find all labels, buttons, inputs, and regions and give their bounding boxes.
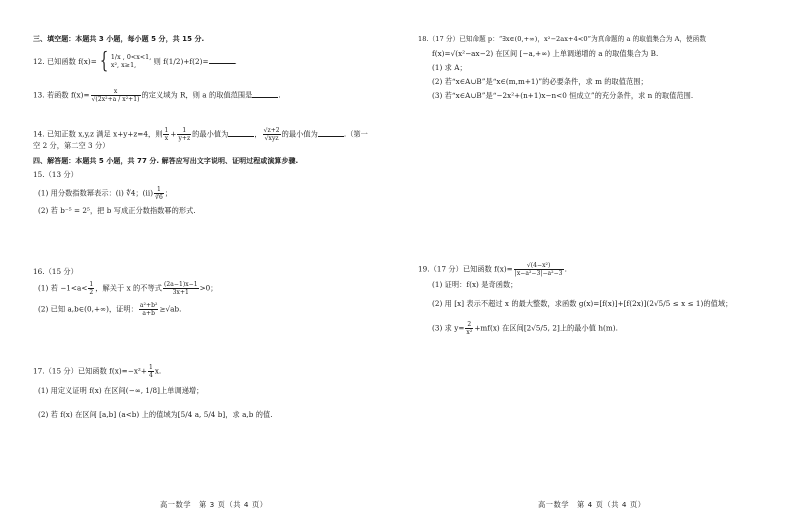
- q19-part1: (1) 证明：f(x) 是奇函数；: [432, 280, 518, 289]
- q16-part2: [38, 302, 181, 317]
- section3-heading: 三、填空题：本题共 3 小题，每小题 5 分，共 15 分.: [33, 35, 205, 43]
- q17-head-frac-num: 1: [148, 364, 153, 371]
- q14-mid: 的最小值为: [192, 129, 229, 139]
- q19-head-end: .: [564, 264, 567, 274]
- q12-cases: [111, 54, 151, 70]
- page-4: [400, 0, 800, 531]
- q16-p1-frac2-num: (2a−1)x−1: [163, 281, 198, 288]
- q19-p3-b: +mf(x) 在区间: [474, 323, 524, 333]
- q12-answer-blank[interactable]: [209, 56, 235, 64]
- q14-line2: 空 2 分，第二空 3 分）: [33, 141, 110, 150]
- q14-frac1-den: x: [164, 135, 169, 142]
- q12-mid: 则 f: [153, 57, 166, 66]
- q17-head: [33, 364, 161, 379]
- q17-p2-interval: [5/4 a, 5/4 b]: [177, 410, 226, 419]
- q19-p3-frac: [465, 321, 473, 336]
- q14-answer-blank-2[interactable]: [318, 129, 344, 137]
- q16-head: 16.（15 分）: [33, 267, 78, 276]
- q12-brace: {: [99, 49, 109, 74]
- question-14: 14. 已知正数 x,y,z 满足 x+y+z=4，则 $\frac{1}{x}$ + $\frac{1}{y+z}$ 的最小值为 ， $\frac{√z+2}{\text{√xyz}}$ 的最小值为 .（第一: [33, 127, 368, 142]
- q16-p1-frac-den: 2: [89, 289, 94, 296]
- q16-part1: [38, 281, 218, 296]
- q16-p1-frac2: [163, 281, 199, 296]
- question-12: [33, 49, 237, 74]
- q16-p1-frac2-den: 3x+1: [172, 289, 189, 296]
- q19-p2-b: 的值域；: [703, 299, 733, 308]
- q14-answer-blank-1[interactable]: [228, 129, 254, 137]
- q19-head-text: 19.（17 分）已知函数 f(x)=: [418, 264, 513, 274]
- q17-p1-interval: (−∞, 1/8]: [125, 386, 160, 395]
- q17-head-frac: [148, 364, 154, 379]
- q17-p1-a: (1) 用定义证明 f(x) 在区间: [38, 386, 126, 395]
- q17-p2-b: ，求 a,b 的值.: [225, 410, 273, 419]
- question-13: [33, 88, 281, 103]
- q12-prefix: 12. 已知函数 f(x)=: [33, 57, 97, 66]
- q19-head: [418, 262, 567, 277]
- q16-p2-frac-num: a²+b²: [139, 302, 158, 309]
- q14-frac2-den: y+z: [178, 135, 191, 142]
- q19-p3-frac-den: x²: [466, 329, 473, 336]
- q15-part2: (2) 若 b⁻⁵ = 2⁵，把 b 写成正分数指数幂的形式.: [38, 206, 196, 215]
- q14-frac3-den: √xyz: [264, 135, 279, 142]
- q12-arg: (1/2): [165, 57, 184, 66]
- q19-p3-c: 上的最小值 h(m).: [559, 323, 618, 333]
- q19-p3-interval: [2√5/5, 2]: [523, 323, 560, 333]
- q19-p2-cond: (2√5/5 ≤ x ≤ 1): [646, 299, 704, 308]
- q16-p1-a: (1) 若 −1<a<: [38, 283, 88, 293]
- q16-p1-frac: [88, 281, 94, 296]
- q14-frac2-num: 1: [177, 127, 191, 135]
- section4-heading: 四、解答题：本题共 5 小题，共 77 分. 解答应写出文字说明、证明过程或演算步骤.: [33, 157, 299, 165]
- q12-end: .: [234, 57, 237, 66]
- q19-head-frac-den: |x−a²−3|−a²−3: [514, 270, 563, 277]
- q17-part1: [38, 386, 203, 395]
- q12-suffix: +f(2)=: [183, 57, 209, 66]
- q14-frac3-num: √z+2: [263, 127, 280, 134]
- q14-frac1-num: 1: [164, 127, 169, 134]
- q19-head-frac: [514, 262, 564, 277]
- q13-frac-den: √(2x²+a / x²+1): [91, 96, 140, 103]
- q18-line1: 18.（17 分）已知命题 p：“∃x∈(0,+∞)，x²−2ax+4<0”为真命题的 a 的取值集合为 A，使函数: [418, 35, 706, 43]
- page-footer-4: 高一数学 第 4 页（共 4 页）: [538, 500, 646, 509]
- q13-fraction: [91, 88, 141, 103]
- q19-head-frac-num: √(4−x²): [514, 262, 564, 270]
- q13-end: .: [278, 90, 281, 100]
- q16-p1-frac-num: 1: [89, 281, 94, 288]
- q16-p2-frac: [139, 302, 159, 317]
- q17-p2-a: (2) 若 f(x) 在区间 [a,b] (a<b) 上的值域为: [38, 410, 178, 419]
- q18-part3: (3) 若“x∈A∪B”是“−2x²+(n+1)x−n<0 恒成立”的充分条件，求 n 的取值范围.: [432, 91, 694, 100]
- q13-suffix: 的定义域为 R，则 a 的取值范围是: [141, 90, 253, 100]
- q19-part2: [432, 299, 732, 308]
- q14-prefix: 14. 已知正数 x,y,z 满足 x+y+z=4，则: [33, 129, 163, 139]
- page-footer-3: 高一数学 第 3 页（共 4 页）: [160, 500, 268, 509]
- q17-part2: [38, 410, 273, 419]
- q15-p1-text: (1) 用分数指数幂表示：(i) ∜4；(ii): [38, 188, 154, 198]
- q15-p1-frac-num: 1: [154, 186, 164, 194]
- q14-frac3: [263, 127, 281, 142]
- q16-p1-c: >0；: [199, 283, 218, 293]
- q19-part3: [432, 321, 618, 336]
- q15-head: 15.（13 分）: [33, 170, 78, 179]
- q13-frac-num: x: [91, 88, 141, 96]
- q13-prefix: 13. 若函数 f(x)=: [33, 90, 90, 100]
- q13-answer-blank[interactable]: [252, 90, 281, 100]
- q16-p1-b: ，解关于 x 的不等式: [95, 283, 162, 293]
- q17-head-end: x.: [154, 366, 162, 376]
- q14-plus: +: [170, 129, 177, 139]
- q19-p2-a: (2) 用 [x] 表示不超过 x 的最大整数，求函数 g(x)=[f(x)]+[f(2x)]: [432, 299, 647, 308]
- q17-head-text: 17.（15 分）已知函数 f(x)=−x²+: [33, 366, 147, 376]
- q14-tail: .（第一: [343, 129, 368, 139]
- q14-suffix: 的最小值为: [281, 129, 318, 139]
- q18-part2: (2) 若“x∈A∪B”是“x∈(m,m+1)”的必要条件，求 m 的取值范围；: [432, 77, 648, 86]
- q15-part1: [38, 186, 172, 201]
- q16-p2-b: ≥√ab.: [159, 304, 182, 314]
- q19-p3-a: (3) 求 y=: [432, 323, 465, 333]
- q19-p3-frac-num: 2: [465, 321, 473, 329]
- q12-case2: x², x≥1,: [110, 62, 137, 69]
- q15-p1-end: ；: [164, 188, 173, 198]
- q14-frac1: [163, 127, 169, 142]
- q15-p1-fraction: [154, 186, 164, 201]
- q16-p2-frac-den: a+b: [142, 310, 155, 317]
- q17-p1-b: 上单调递增；: [159, 386, 204, 395]
- q17-head-frac-den: 4: [148, 372, 153, 379]
- q12-case1: 1/x , 0<x<1,: [110, 54, 152, 61]
- q16-p2-a: (2) 已知 a,b∈(0,+∞)，证明：: [38, 304, 138, 314]
- q14-frac2: [177, 127, 191, 142]
- q18-line2: f(x)=√(x²−ax−2) 在区间 [−a,+∞) 上单调递增的 a 的取值集合为 B.: [432, 49, 659, 58]
- q18-part1: (1) 求 A；: [432, 63, 467, 72]
- q15-p1-frac-den: ∛6: [155, 194, 163, 201]
